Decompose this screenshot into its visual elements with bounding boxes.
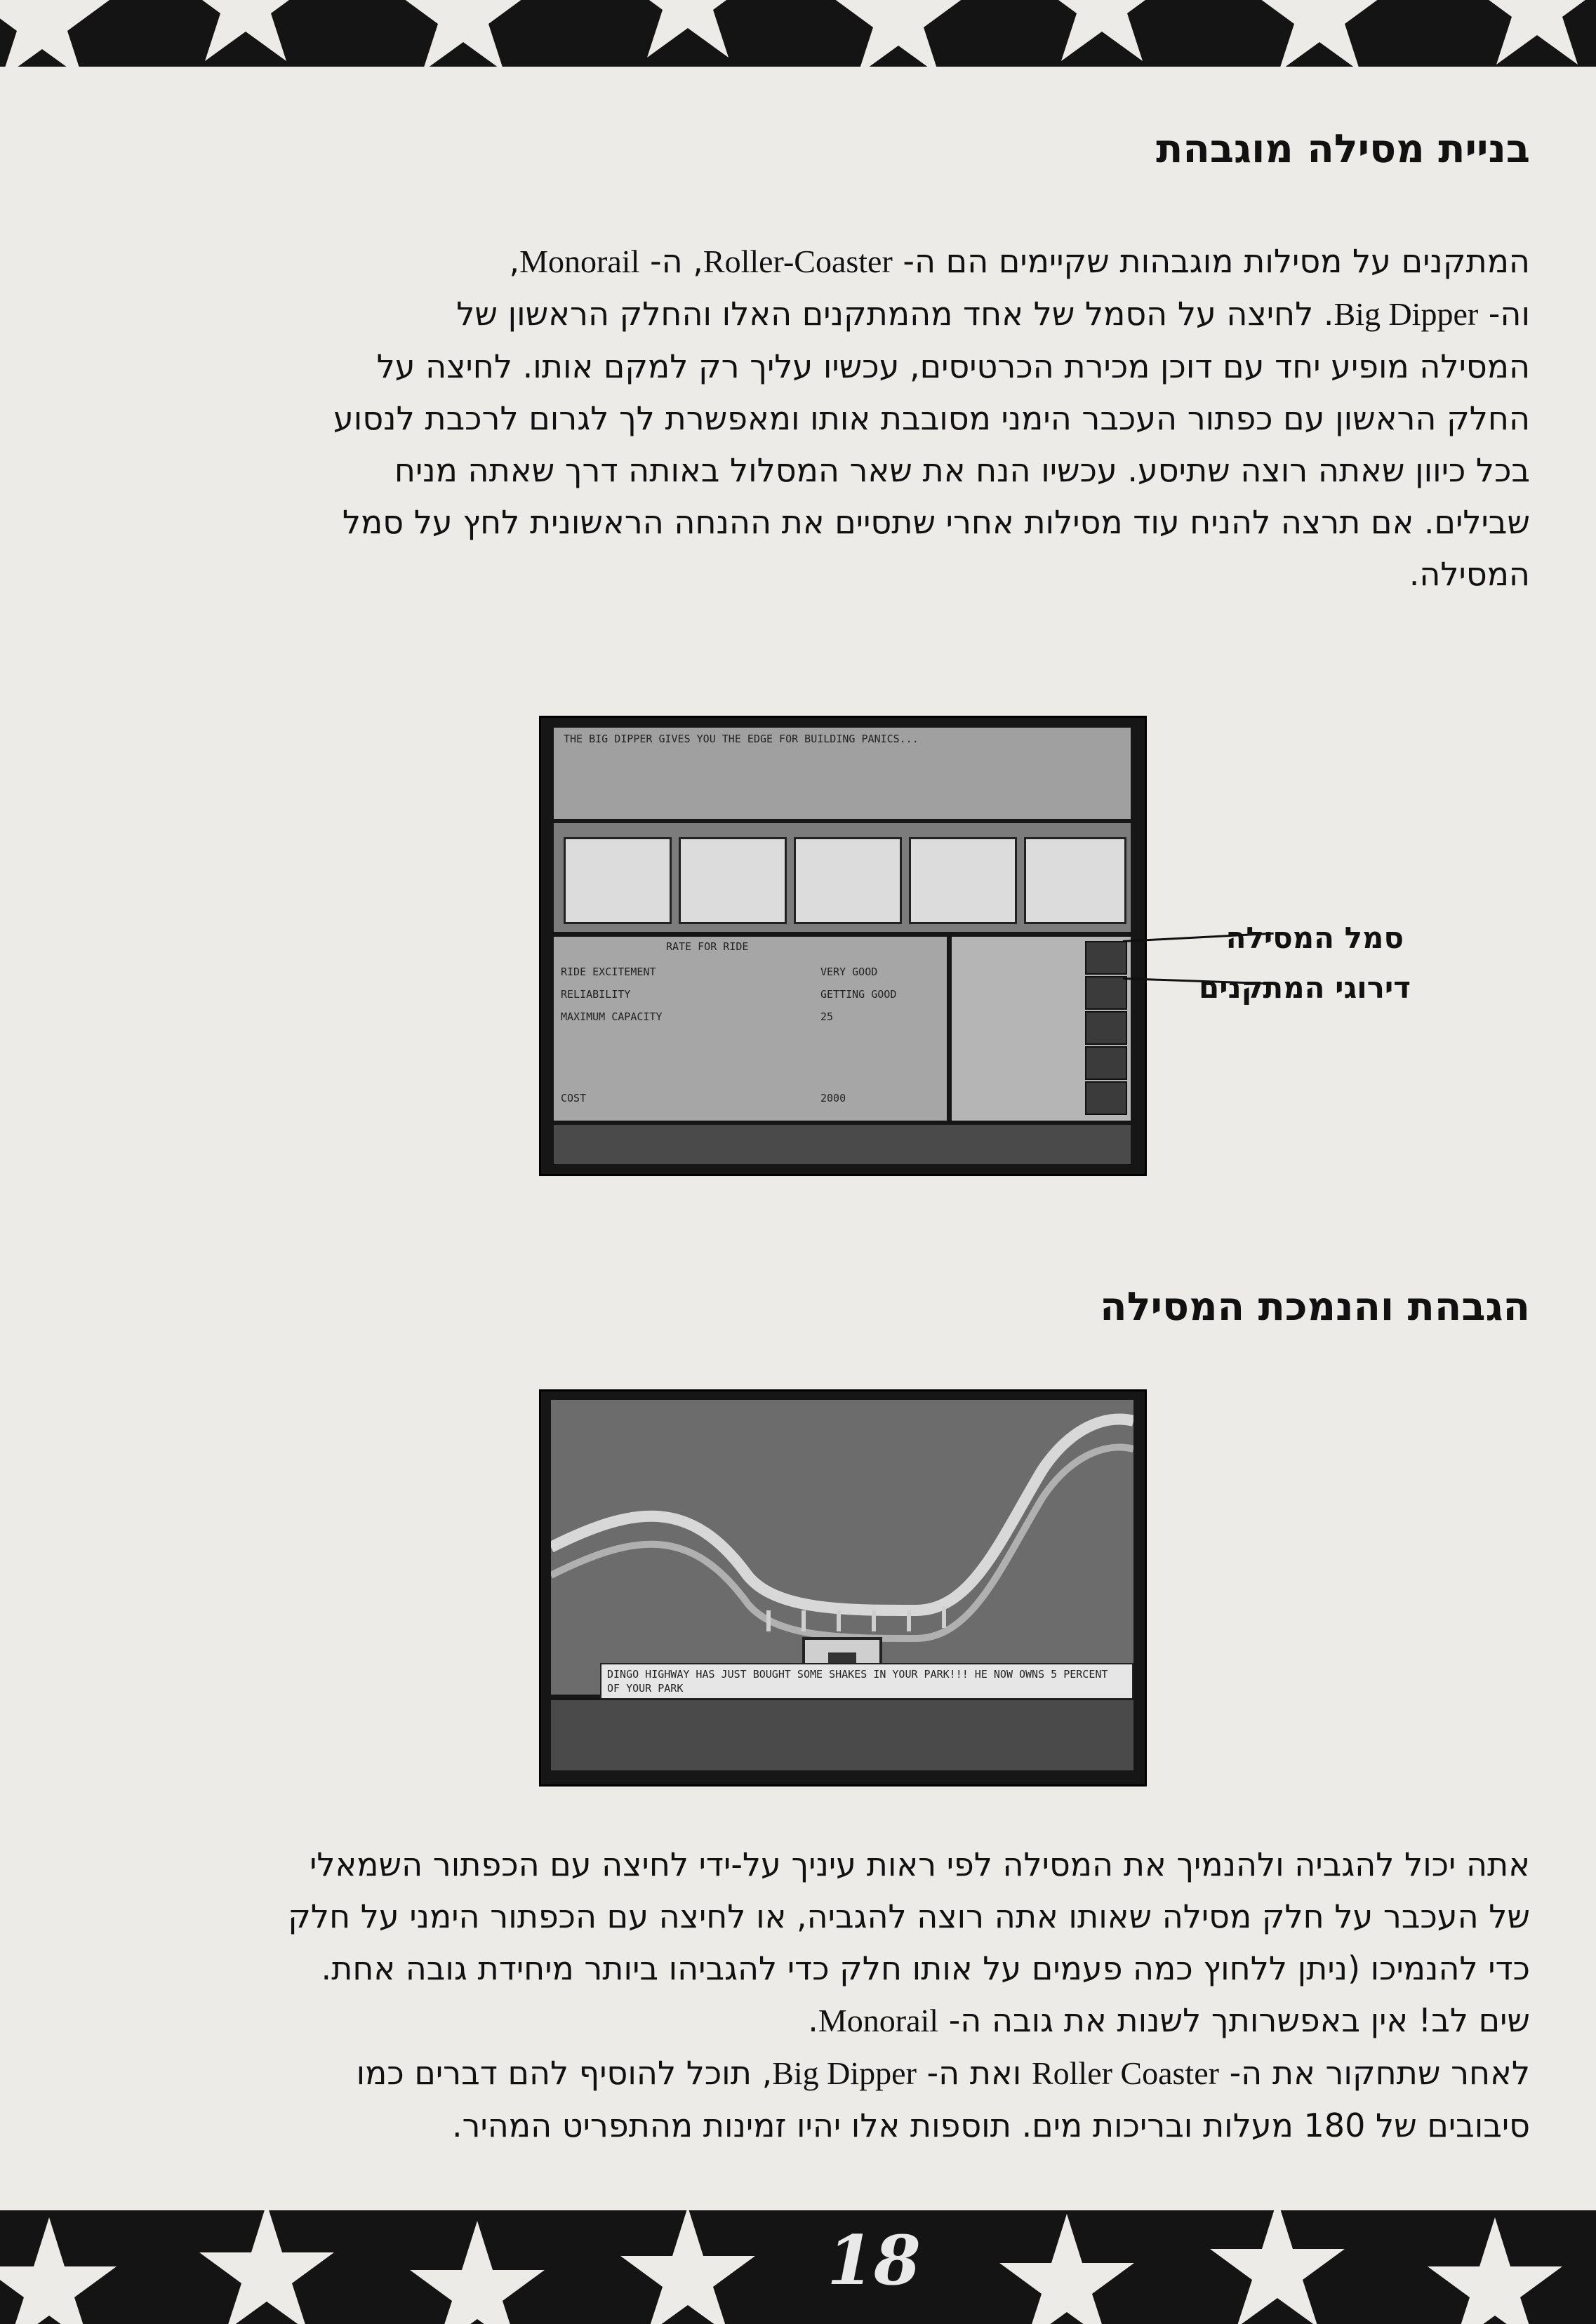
stat-label: COST bbox=[561, 1092, 587, 1104]
coaster-track-art bbox=[551, 1400, 1133, 1695]
para1-line: המסילה מופיע יחד עם דוכן מכירת הכרטיסים, עכשיו עליך רק למקם אותו. לחיצה על bbox=[376, 347, 1530, 385]
ride-selection-screenshot bbox=[539, 716, 1147, 1176]
track-icon-button bbox=[1085, 941, 1127, 975]
para2-line: של העכבר על חלק מסילה שאותו אתה רוצה להגביה, או לחיצה עם הכפתור הימני על חלק bbox=[288, 1897, 1530, 1935]
callout-ride-ratings: דירוגי המתקנים bbox=[1198, 970, 1411, 1005]
side-button bbox=[1085, 1081, 1127, 1115]
stat-value: VERY GOOD bbox=[820, 966, 878, 978]
ride-thumbnail bbox=[909, 837, 1017, 924]
stats-title: RATE FOR RIDE bbox=[666, 940, 749, 953]
screen-top-text: THE BIG DIPPER GIVES YOU THE EDGE FOR BUILDING PANICS... bbox=[564, 733, 919, 745]
para1-line: שבילים. אם תרצה להניח עוד מסילות אחרי שתסיים את ההנחה הראשונית לחץ על סמל bbox=[342, 503, 1530, 541]
para1-line: המתקנים על מסילות מוגבהות שקיימים הם ה- Roller-Coaster, ה- Monorail, bbox=[509, 242, 1530, 280]
bottom-star-border bbox=[0, 2210, 1596, 2324]
ride-thumbnail bbox=[1024, 837, 1126, 924]
raise-lower-paragraph bbox=[98, 1838, 1530, 2151]
stat-value: 2000 bbox=[820, 1092, 846, 1104]
para1-line: המסילה. bbox=[1409, 555, 1530, 593]
ride-thumbnail bbox=[679, 837, 787, 924]
para2-line: כדי להנמיכו (ניתן ללחוץ כמה פעמים על אותו חלק כדי להגביהו ביותר מיחידת גובה אחת. bbox=[321, 1949, 1530, 1987]
top-star-border bbox=[0, 0, 1596, 67]
page-number: 18 bbox=[827, 2221, 921, 2300]
para2-line: סיבובים של 180 מעלות ובריכות מים. תוספות אלו יהיו זמינות מהתפריט המהיר. bbox=[451, 2106, 1530, 2144]
toolbar bbox=[551, 1700, 1133, 1770]
para1-line: וה- Big Dipper. לחיצה על הסמל של אחד מהמתקנים האלו והחלק הראשון של bbox=[456, 295, 1530, 333]
callout-track-icon: סמל המסילה bbox=[1225, 921, 1404, 955]
side-button bbox=[1085, 1011, 1127, 1045]
in-game-message: DINGO HIGHWAY HAS JUST BOUGHT SOME SHAKES IN YOUR PARK!!! HE NOW OWNS 5 PERCENT OF YOUR PARK bbox=[600, 1663, 1133, 1699]
para2-line: שים לב! אין באפשרותך לשנות את גובה ה- Monorail. bbox=[808, 2001, 1530, 2039]
stat-label: RELIABILITY bbox=[561, 988, 631, 1001]
ride-thumbnail bbox=[564, 837, 672, 924]
side-button bbox=[1085, 1046, 1127, 1080]
para2-line: לאחר שתחקור את ה- Roller Coaster ואת ה- Big Dipper, תוכל להוסיף להם דברים כמו bbox=[356, 2054, 1530, 2092]
heading-elevated-track: בניית מסילה מוגבהת bbox=[1156, 126, 1530, 172]
intro-paragraph bbox=[197, 235, 1530, 600]
stat-value: 25 bbox=[820, 1010, 834, 1023]
para1-line: החלק הראשון עם כפתור העכבר הימני מסובבת אותו ומאפשרת לך לגרום לרכבת לנסוע bbox=[333, 399, 1530, 437]
coaster-track-screenshot bbox=[539, 1389, 1147, 1787]
manual-page bbox=[84, 67, 1530, 2210]
heading-raise-lower-track: הגבהת והנמכת המסילה bbox=[1100, 1284, 1530, 1330]
toolbar bbox=[554, 1125, 1131, 1164]
stat-label: MAXIMUM CAPACITY bbox=[561, 1010, 663, 1023]
para2-line: אתה יכול להגביה ולהנמיך את המסילה לפי ראות עיניך על-ידי לחיצה עם הכפתור השמאלי bbox=[310, 1845, 1530, 1883]
stat-label: RIDE EXCITEMENT bbox=[561, 966, 656, 978]
para1-line: בכל כיוון שאתה רוצה שתיסע. עכשיו הנח את שאר המסלול באותה דרך שאתה מניח bbox=[394, 451, 1530, 489]
stat-value: GETTING GOOD bbox=[820, 988, 897, 1001]
ride-ratings-button bbox=[1085, 976, 1127, 1010]
ride-thumbnail bbox=[794, 837, 902, 924]
